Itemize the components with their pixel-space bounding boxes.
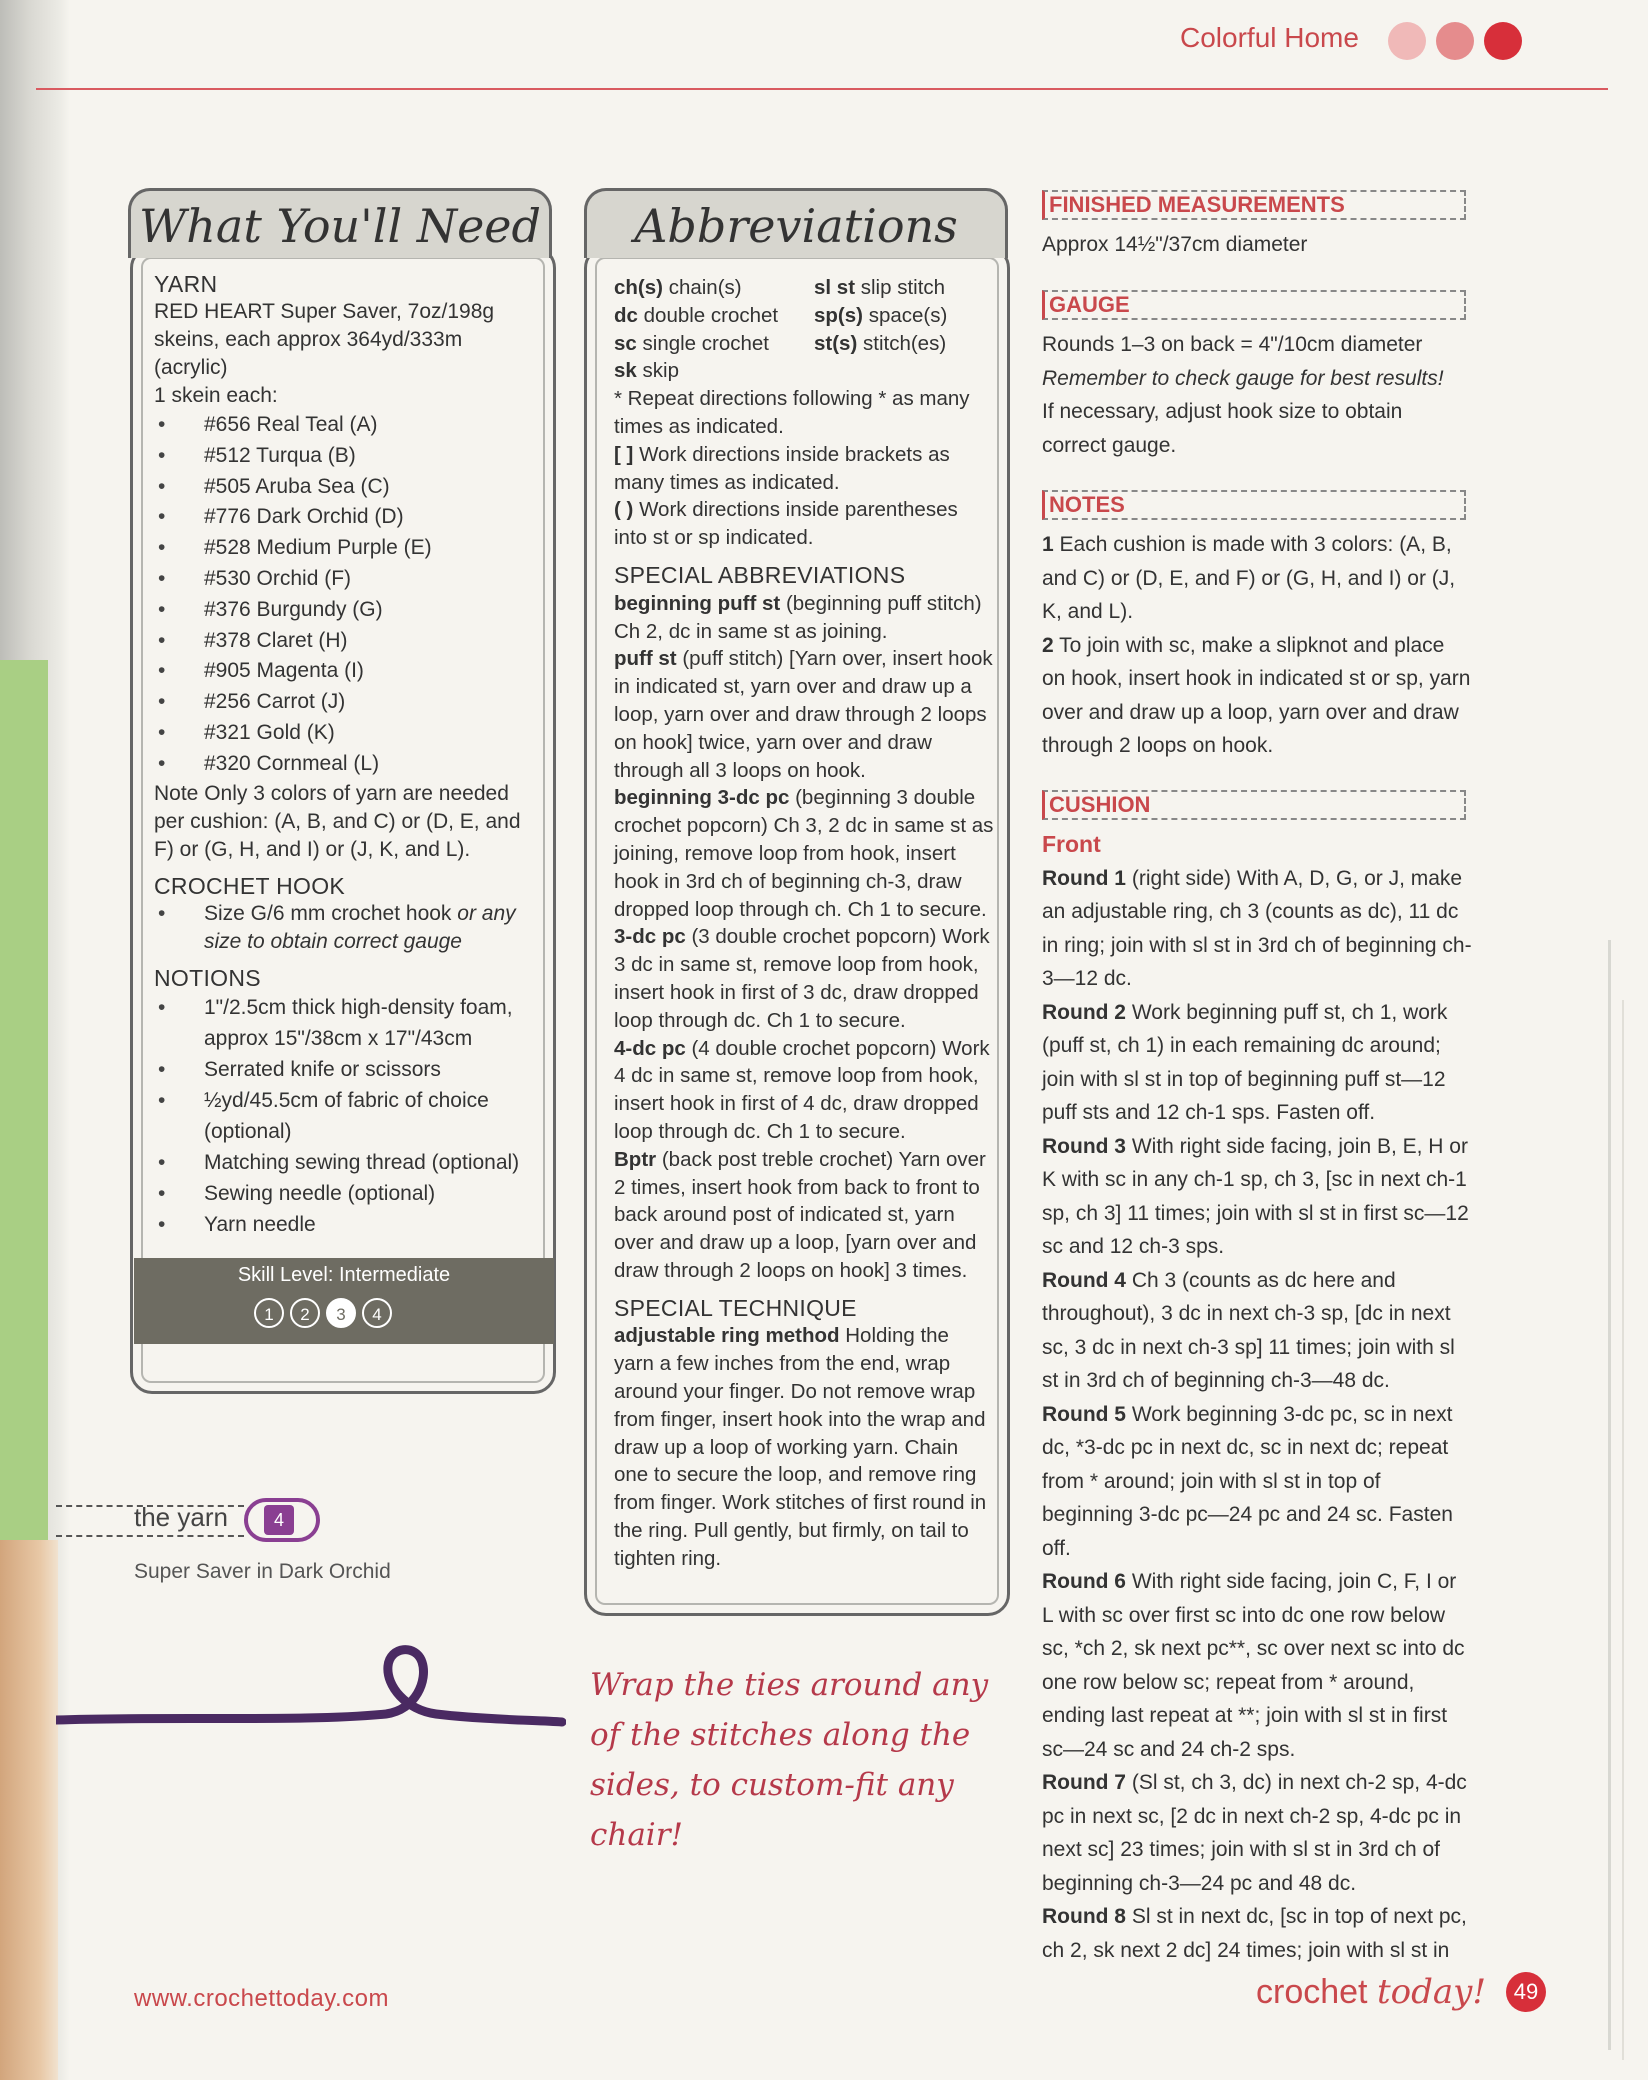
special-term: beginning puff st [614,591,781,615]
list-item: • ½yd/45.5cm of fabric of choice (optional) [154,1085,534,1147]
abbr-row [614,357,814,385]
skill-level-label: Skill Level: Intermediate [237,1264,451,1286]
list-item: • #776 Dark Orchid (D) [154,502,534,533]
abbr-row [814,302,947,330]
special-def: (back post treble crochet) Yarn over 2 times, insert hook from back to front to back around post of indicated st, yarn over and draw up a loop, [yarn over and draw through 2 loops on hook] 3 times. [614,1147,986,1282]
round-text: With right side facing, join B, E, H or K with sc in any ch-1 sp, ch 3, [sc in next ch-1 sp, ch 3] 11 times; join with sl st in first sc—12 sc and 12 ch-3 sps. [1042,1134,1469,1258]
cushion-content [1042,828,1472,1967]
round-item [1042,862,1472,996]
round-text: (Sl st, ch 3, dc) in next ch-2 sp, 4-dc pc in next sc, [2 dc in next ch-2 sp, 4-dc pc in next sc] 23 times; join with sl st in 3rd ch of beginning ch-3—24 pc and 48 dc. [1042,1771,1467,1895]
round-text: Ch 3 (counts as dc here and throughout), 3 dc in next ch-3 sp, [dc in next sc, 3 dc in next ch-3 sp] 11 times; join with sl st in 3rd ch of beginning ch-3—48 dc. [1042,1268,1455,1392]
list-item: • #905 Magenta (I) [154,656,534,687]
brand-plain: crochet [1256,1973,1368,2011]
abbr-value: slip stitch [860,276,946,299]
hook-item: Size G/6 mm crochet hook [204,901,452,925]
yarn-weight-number: 4 [264,1505,294,1535]
abbr-value: chain(s) [668,276,742,299]
list-item: • Yarn needle [154,1209,534,1240]
technique-def: Holding the yarn a few inches from the end, wrap around your finger. Do not remove wrap from finger, insert hook into the wrap and draw up a loop of working yarn. Chain one to secure the loop, and remove ring from finger. Work stitches of first round in the ring. Pull gently, but firmly, on tail to tighten ring. [614,1324,987,1570]
abbreviations-title: Abbreviations [634,199,958,253]
notes-heading: NOTES [1049,492,1131,518]
parens-note: Work directions inside parentheses into st or sp indicated. [614,498,958,550]
note-number: 1 [1042,533,1054,556]
round-item [1042,1766,1472,1900]
round-text: Work beginning puff st, ch 1, work (puff st, ch 1) in each remaining dc around; join with sl st in top of beginning puff st—12 puff sts and 12 ch-1 sps. Fasten off. [1042,1000,1448,1124]
page-number: 49 [1506,1972,1546,2012]
skill-level-bar [134,1258,554,1344]
list-item: • Matching sewing thread (optional) [154,1147,534,1178]
abbr-table [614,274,994,385]
abbr-value: double crochet [643,303,779,327]
special-def: (beginning 3 double crochet popcorn) Ch 3, 2 dc in same st as joining, remove loop from hook, insert hook in 3rd ch of beginning ch-3, draw dropped loop through ch. Ch 1 to secure. [614,786,994,921]
round-label: Round 6 [1042,1570,1126,1593]
abbreviations-content [614,274,994,1573]
abbr-row [814,330,947,358]
note-number: 2 [1042,633,1054,657]
brand-script: today! [1376,1972,1486,2012]
yarn-note: Note Only 3 colors of yarn are needed per cushion: (A, B, and C) or (D, E, and F) or (G, H, and I) or (J, K, and L). [154,781,521,861]
round-label: Round 4 [1042,1268,1126,1292]
finished-measurements-text: Approx 14½"/37cm diameter [1042,233,1308,256]
note-text: To join with sc, make a slipknot and place on hook, insert hook in indicated st or sp, yarn over and draw up a loop, yarn over and draw through 2 loops on hook. [1042,633,1471,757]
skein-label: 1 skein each: [154,384,278,407]
footer-url[interactable]: www.crochettoday.com [134,1985,389,2012]
cushion-heading: CUSHION [1049,792,1156,818]
special-abbreviations-heading: SPECIAL ABBREVIATIONS [614,561,906,588]
gauge-reminder: Remember to check gauge for best results! [1042,366,1444,390]
special-item [614,645,994,784]
the-yarn-label: the yarn [134,1502,228,1532]
round-label: Round 5 [1042,1402,1126,1426]
yarn-subtitle: Super Saver in Dark Orchid [134,1560,391,1583]
list-item: • #530 Orchid (F) [154,564,534,595]
note-item [1042,629,1472,763]
special-term: beginning 3-dc pc [614,786,790,810]
round-label: Round 3 [1042,1134,1126,1158]
round-label: Round 7 [1042,1771,1126,1794]
round-item [1042,1130,1472,1264]
special-def: (puff stitch) [Yarn over, insert hook in indicated st, yarn over and draw up a loop, yarn over and draw through 2 loops on hook] twice, yarn over and draw through all 3 loops on hook. [614,647,993,782]
green-edge-strip [0,660,48,1540]
special-def: (beginning puff stitch) Ch 2, dc in same st as joining. [614,591,982,643]
abbr-key: sl st [814,276,856,299]
special-item [614,923,994,1034]
abbr-left-column [614,274,814,385]
round-item [1042,1900,1472,1967]
page-edge-line-2 [1622,1000,1624,2060]
list-item: • Serrated knife or scissors [154,1054,534,1085]
parens-note-row [614,496,994,552]
yarn-dash-bottom [56,1535,244,1537]
hook-item-italic: or any size to obtain correct gauge [204,901,516,953]
note-item [1042,528,1472,629]
brackets-key: [ ] [614,442,634,466]
tip-callout: Wrap the ties around any of the stitches along the sides, to custom-fit any chair! [590,1667,989,1853]
round-label: Round 2 [1042,1000,1126,1024]
round-item [1042,1398,1472,1566]
finished-measurements-heading-box [1042,190,1466,220]
list-item: • #656 Real Teal (A) [154,410,534,441]
gauge-adjust: If necessary, adjust hook size to obtain correct gauge. [1042,400,1403,457]
abbreviations-tab [584,188,1008,258]
abbr-key: sp(s) [814,303,863,327]
round-text: Work beginning 3-dc pc, sc in next dc, *3-dc pc in next dc, sc in next dc; repeat from * around; join with sl st in top of beginning 3-dc pc—24 pc and 24 sc. Fasten off. [1042,1402,1453,1560]
list-item: • #256 Carrot (J) [154,687,534,718]
round-text: (right side) With A, D, G, or J, make an adjustable ring, ch 3 (counts as dc), 11 dc in ring; join with sl st in 3rd ch of beginning ch-3—12 dc. [1042,866,1472,990]
yarn-weight-icon [244,1498,320,1542]
yarn-color-list [154,410,534,780]
round-item [1042,1565,1472,1766]
abbr-value: skip [642,359,679,383]
brackets-note-row [614,441,994,497]
notes-content [1042,528,1472,763]
need-content [154,270,534,1240]
round-text: With right side facing, join C, F, I or L with sc over first sc into dc one row below sc, *ch 2, sk next pc**, sc over next sc into dc one row below sc; repeat from * around, ending last repeat at **; join with sl st in first sc—24 sc and 24 ch-2 sps. [1042,1570,1465,1761]
abbr-value: single crochet [642,331,769,355]
skill-dot-selected: 3 [326,1298,356,1328]
round-item [1042,1264,1472,1398]
round-label: Round 1 [1042,866,1126,890]
brackets-note: Work directions inside brackets as many times as indicated. [614,442,950,494]
header-rule [36,88,1608,90]
special-technique-heading: SPECIAL TECHNIQUE [614,1294,857,1321]
skill-dot: 2 [290,1298,320,1328]
gauge-content [1042,328,1472,462]
special-item [614,784,994,923]
list-item: • #320 Cornmeal (L) [154,749,534,780]
what-you-need-title: What You'll Need [139,199,541,253]
yarn-heading: YARN [154,271,218,297]
list-item: • #512 Turqua (B) [154,441,534,472]
abbr-row [614,302,814,330]
round-item [1042,996,1472,1130]
round-label: Round 8 [1042,1905,1126,1928]
technique-item [614,1322,994,1572]
list-item: • #376 Burgundy (G) [154,595,534,626]
round-text: Sl st in next dc, [sc in top of next pc, ch 2, sk next 2 dc] 24 times; join with sl st in [1042,1905,1467,1962]
list-item: • Sewing needle (optional) [154,1178,534,1209]
abbr-value: stitch(es) [863,331,947,355]
yarn-strand-illustration [56,1640,566,1750]
header-dot-light [1388,22,1426,60]
list-item: • #505 Aruba Sea (C) [154,472,534,503]
front-label: Front [1042,831,1101,857]
hook-heading: CROCHET HOOK [154,872,346,899]
list-item: • #321 Gold (K) [154,718,534,749]
abbr-row [814,274,947,302]
abbr-key: ch(s) [614,276,663,299]
special-term: puff st [614,647,677,671]
note-text: Each cushion is made with 3 colors: (A, B, and C) or (D, E, and F) or (G, H, and I) or (J, K, and L). [1042,533,1456,623]
footer-brand [1256,1972,1486,2012]
notes-heading-box [1042,490,1466,520]
special-item [614,1146,994,1285]
abbr-row [614,274,814,302]
peach-edge-strip [0,1540,58,2080]
special-def: (3 double crochet popcorn) Work 3 dc in same st, remove loop from hook, insert hook in first of 3 dc, draw dropped loop through dc. Ch 1 to secure. [614,925,990,1032]
abbr-value: space(s) [868,303,948,327]
special-def: (4 double crochet popcorn) Work 4 dc in same st, remove loop from hook, insert hook in first of 4 dc, draw dropped loop through dc. Ch 1 to secure. [614,1036,990,1143]
abbr-row [614,330,814,358]
abbr-key: sk [614,359,637,383]
list-item: • #378 Claret (H) [154,626,534,657]
what-you-need-tab [128,188,552,258]
cushion-heading-box [1042,790,1466,820]
header-dot-medium [1436,22,1474,60]
skill-dot: 4 [362,1298,392,1328]
hook-list [154,900,534,956]
list-item: • 1"/2.5cm thick high-density foam, approx 15"/38cm x 17"/43cm [154,992,534,1054]
abbr-key: dc [614,303,638,327]
notions-heading: NOTIONS [154,964,261,991]
section-title: Colorful Home [1180,22,1359,53]
skill-level-dots [254,1298,398,1328]
parens-key: ( ) [614,498,634,522]
abbr-key: st(s) [814,331,858,355]
abbr-right-column [814,274,947,385]
technique-term: adjustable ring method [614,1324,840,1348]
notions-list [154,992,534,1240]
gauge-heading-box [1042,290,1466,320]
gauge-text: Rounds 1–3 on back = 4"/10cm diameter [1042,333,1423,356]
page-edge-line [1608,940,1611,2050]
gauge-heading: GAUGE [1049,292,1136,318]
skill-dot: 1 [254,1298,284,1328]
special-term: Bptr [614,1147,657,1171]
special-item [614,590,994,646]
finished-measurements-heading: FINISHED MEASUREMENTS [1049,192,1351,218]
special-term: 4-dc pc [614,1036,686,1060]
list-item [154,900,534,956]
yarn-description: RED HEART Super Saver, 7oz/198g skeins, each approx 364yd/333m (acrylic) [154,300,495,379]
repeat-note: * Repeat directions following * as many times as indicated. [614,387,970,438]
list-item: • #528 Medium Purple (E) [154,533,534,564]
special-term: 3-dc pc [614,925,686,949]
header-dot-dark [1484,22,1522,60]
special-item [614,1035,994,1146]
abbr-key: sc [614,331,637,355]
